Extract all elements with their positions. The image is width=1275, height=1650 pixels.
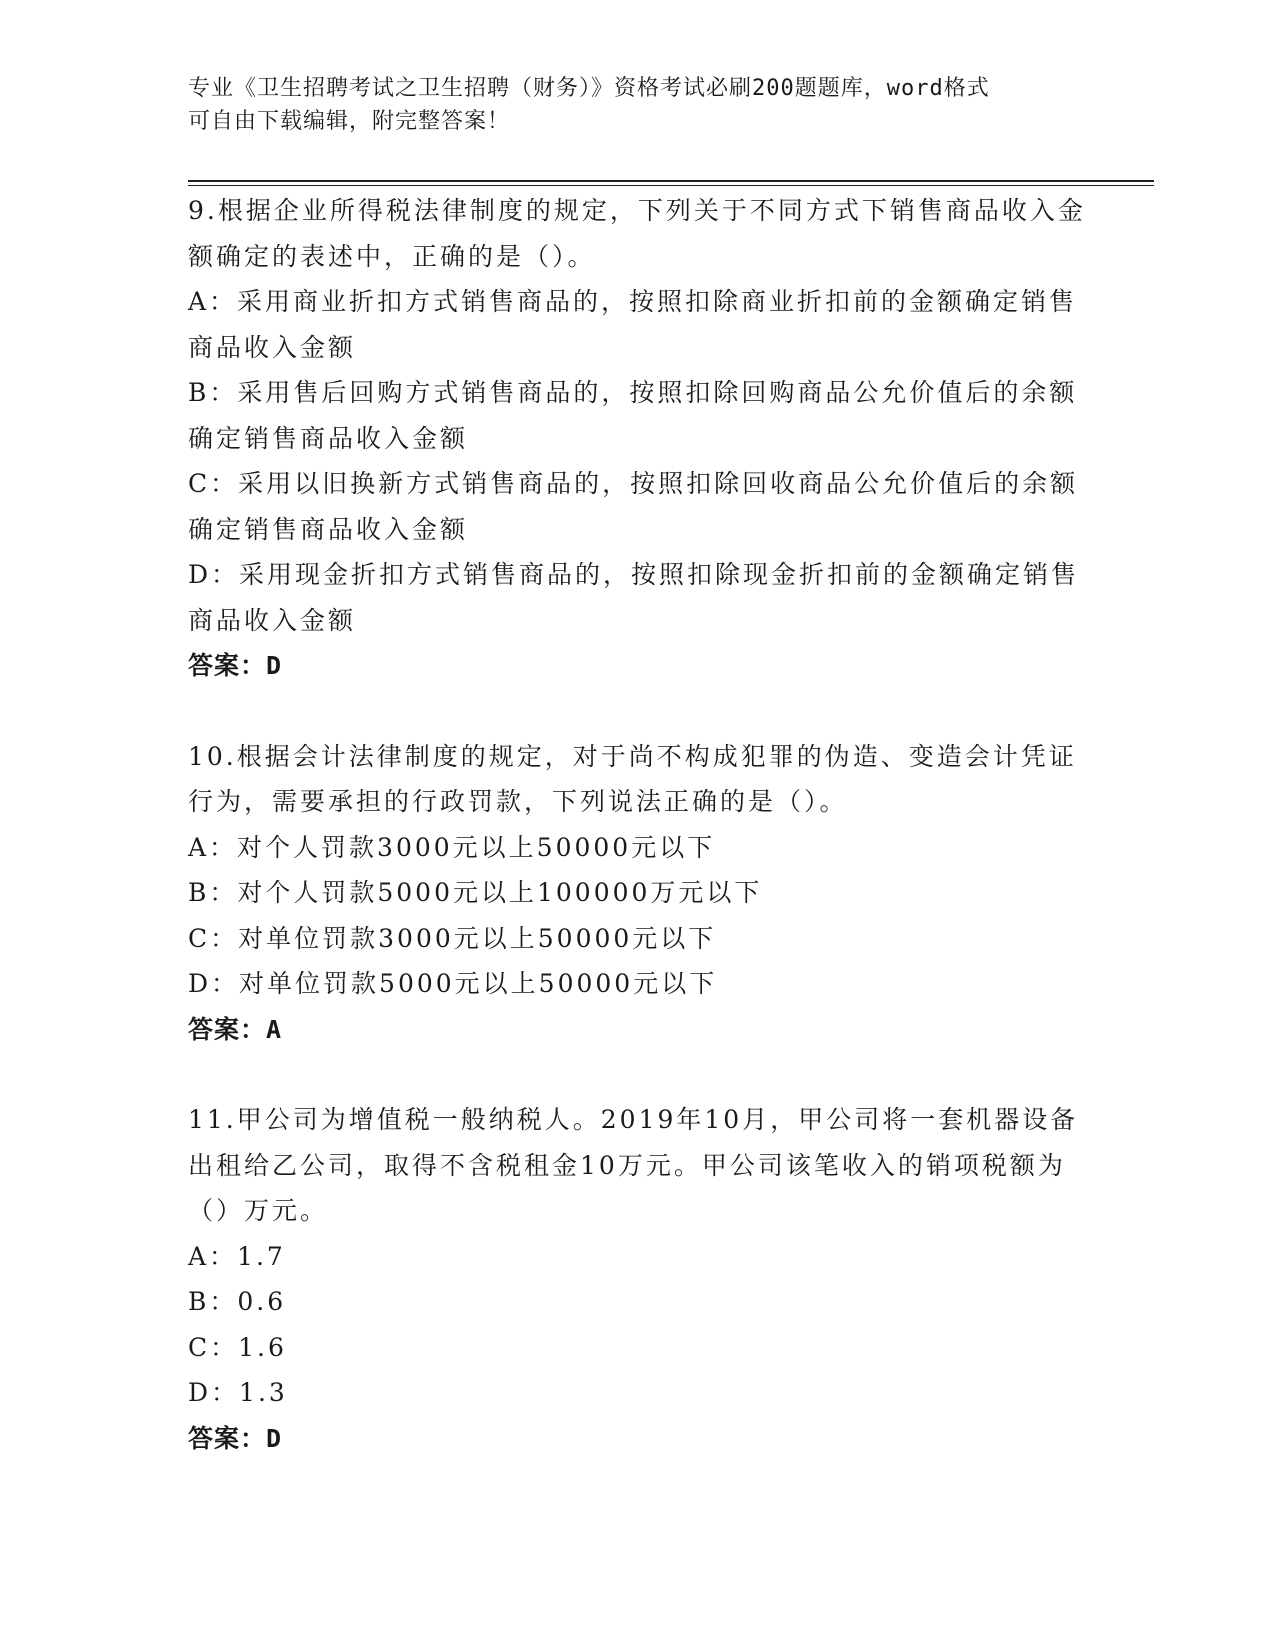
question-9 [188, 188, 1088, 689]
question-list [188, 188, 1088, 1461]
header-line-2: 可自由下载编辑，附完整答案！ [188, 109, 511, 134]
question-stem: 10.根据会计法律制度的规定，对于尚不构成犯罪的伪造、变造会计凭证行为，需要承担的行政罚款，下列说法正确的是（）。 [188, 741, 1077, 816]
option-a: A：1.7 [188, 1241, 286, 1271]
question-stem: 11.甲公司为增值税一般纳税人。2019年10月，甲公司将一套机器设备出租给乙公司，取得不含税租金10万元。甲公司该笔收入的销项税额为（）万元。 [188, 1105, 1079, 1225]
answer-label: 答案：A [188, 1014, 283, 1044]
document-header [188, 72, 1068, 138]
question-11 [188, 1097, 1088, 1461]
header-line-1: 专业《卫生招聘考试之卫生招聘（财务）》资格考试必刷200题题库，word格式 [188, 76, 990, 101]
header-divider-thin [188, 185, 1154, 186]
option-d: D：采用现金折扣方式销售商品的，按照扣除现金折扣前的金额确定销售商品收入金额 [188, 560, 1080, 635]
option-c: C：对单位罚款3000元以上50000元以下 [188, 923, 717, 953]
question-stem: 9.根据企业所得税法律制度的规定，下列关于不同方式下销售商品收入金额确定的表述中，正确的是（）。 [188, 196, 1086, 271]
option-d: D：1.3 [188, 1378, 288, 1407]
answer-label: 答案：D [188, 1423, 283, 1453]
option-b: B：采用售后回购方式销售商品的，按照扣除回购商品公允价值后的余额确定销售商品收入金额 [188, 378, 1078, 453]
option-c: C：采用以旧换新方式销售商品的，按照扣除回收商品公允价值后的余额确定销售商品收入金额 [188, 469, 1079, 544]
option-b: B：0.6 [188, 1287, 287, 1316]
option-a: A：采用商业折扣方式销售商品的，按照扣除商业折扣前的金额确定销售商品收入金额 [188, 287, 1078, 362]
answer-label: 答案：D [188, 651, 283, 680]
option-d: D：对单位罚款5000元以上50000元以下 [188, 969, 718, 998]
header-divider-thick [188, 180, 1154, 182]
option-a: A：对个人罚款3000元以上50000元以下 [188, 832, 716, 862]
question-10 [188, 734, 1088, 1053]
option-b: B：对个人罚款5000元以上100000万元以下 [188, 878, 763, 907]
option-c: C：1.6 [188, 1332, 287, 1362]
